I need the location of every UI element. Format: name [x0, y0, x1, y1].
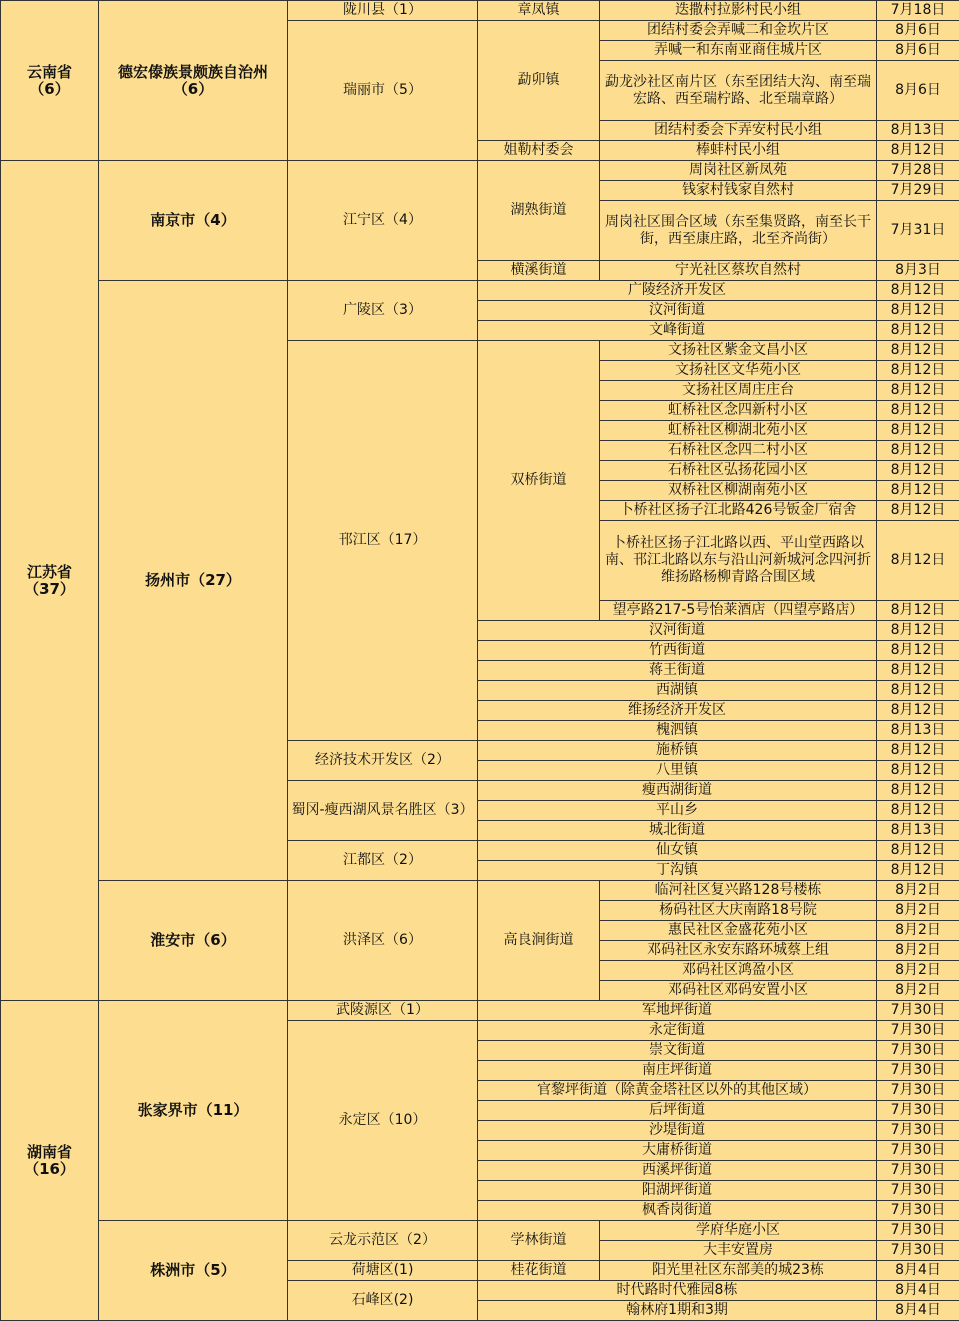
table-cell: 临河社区复兴路128号楼栋	[600, 881, 877, 901]
table-cell: 勐龙沙社区南片区（东至团结大沟、南至瑞宏路、西至瑞柠路、北至瑞章路）	[600, 61, 877, 121]
table-cell: 后坪街道	[478, 1101, 877, 1121]
table-cell: 周岗社区新凤苑	[600, 161, 877, 181]
table-cell: 学林街道	[478, 1221, 600, 1261]
table-cell: 7月28日	[877, 161, 959, 181]
table-cell: 时代路时代雅园8栋	[478, 1281, 877, 1301]
table-cell: 邓码社区邓码安置小区	[600, 981, 877, 1001]
table-cell: 江苏省 （37）	[1, 161, 99, 1001]
table-cell: 杨码社区大庆南路18号院	[600, 901, 877, 921]
table-cell: 南庄坪街道	[478, 1061, 877, 1081]
table-cell: 8月4日	[877, 1301, 959, 1321]
table-cell: 文扬社区周庄庄台	[600, 381, 877, 401]
table-cell: 勐卯镇	[478, 21, 600, 141]
table-cell: 8月12日	[877, 701, 959, 721]
table-cell: 8月4日	[877, 1281, 959, 1301]
table-cell: 团结村委会弄喊二和金坎片区	[600, 21, 877, 41]
table-cell: 7月30日	[877, 1101, 959, 1121]
table-cell: 荷塘区(1)	[288, 1261, 478, 1281]
table-cell: 8月6日	[877, 61, 959, 121]
table-row	[1, 161, 959, 181]
table-cell: 官黎坪街道（除黄金塔社区以外的其他区域）	[478, 1081, 877, 1101]
table-cell: 8月12日	[877, 801, 959, 821]
table-row	[1, 281, 959, 301]
table-cell: 7月30日	[877, 1041, 959, 1061]
table-cell: 丁沟镇	[478, 861, 877, 881]
table-cell: 8月12日	[877, 381, 959, 401]
table-cell: 8月12日	[877, 641, 959, 661]
table-cell: 7月29日	[877, 181, 959, 201]
table-cell: 德宏傣族景颇族自治州 （6）	[99, 1, 288, 161]
table-cell: 8月12日	[877, 501, 959, 521]
table-cell: 8月12日	[877, 141, 959, 161]
table-cell: 平山乡	[478, 801, 877, 821]
table-cell: 8月12日	[877, 361, 959, 381]
table-cell: 8月12日	[877, 301, 959, 321]
table-cell: 7月30日	[877, 1221, 959, 1241]
table-cell: 石桥社区念四二村小区	[600, 441, 877, 461]
table-cell: 永定街道	[478, 1021, 877, 1041]
table-cell: 武陵源区（1）	[288, 1001, 478, 1021]
table-row	[1, 881, 959, 901]
table-cell: 广陵区（3）	[288, 281, 478, 341]
table-cell: 8月12日	[877, 421, 959, 441]
table-cell: 7月30日	[877, 1061, 959, 1081]
table-cell: 8月6日	[877, 41, 959, 61]
table-cell: 永定区（10）	[288, 1021, 478, 1221]
table-cell: 钱家村钱家自然村	[600, 181, 877, 201]
table-cell: 7月30日	[877, 1121, 959, 1141]
table-cell: 翰林府1期和3期	[478, 1301, 877, 1321]
table-cell: 瘦西湖街道	[478, 781, 877, 801]
table-cell: 横溪街道	[478, 261, 600, 281]
table-cell: 洪泽区（6）	[288, 881, 478, 1001]
table-cell: 卜桥社区扬子江北路以西、平山堂西路以南、邗江北路以东与沿山河新城河念四河折维扬路杨柳青路合围区域	[600, 521, 877, 601]
table-cell: 张家界市（11）	[99, 1001, 288, 1221]
table-cell: 迭撒村拉影村民小组	[600, 1, 877, 21]
table-cell: 8月2日	[877, 961, 959, 981]
table-cell: 8月12日	[877, 841, 959, 861]
table-cell: 城北街道	[478, 821, 877, 841]
table-cell: 8月4日	[877, 1261, 959, 1281]
table-cell: 邓码社区永安东路环城蔡上组	[600, 941, 877, 961]
table-cell: 棒蚌村民小组	[600, 141, 877, 161]
table-cell: 枫香岗街道	[478, 1201, 877, 1221]
table-cell: 8月12日	[877, 341, 959, 361]
table-cell: 8月12日	[877, 601, 959, 621]
table-cell: 维扬经济开发区	[478, 701, 877, 721]
table-cell: 双桥社区柳湖南苑小区	[600, 481, 877, 501]
table-cell: 虹桥社区念四新村小区	[600, 401, 877, 421]
table-cell: 8月3日	[877, 261, 959, 281]
table-cell: 8月2日	[877, 881, 959, 901]
table-cell: 云龙示范区（2）	[288, 1221, 478, 1261]
table-cell: 石峰区(2)	[288, 1281, 478, 1321]
table-cell: 瑞丽市（5）	[288, 21, 478, 161]
table-cell: 卜桥社区扬子江北路426号钣金厂宿舍	[600, 501, 877, 521]
table-cell: 章凤镇	[478, 1, 600, 21]
table-cell: 西湖镇	[478, 681, 877, 701]
table-cell: 槐泗镇	[478, 721, 877, 741]
table-cell: 邗江区（17）	[288, 341, 478, 741]
table-cell: 8月12日	[877, 761, 959, 781]
table-cell: 大丰安置房	[600, 1241, 877, 1261]
table-cell: 8月6日	[877, 21, 959, 41]
table-cell: 8月12日	[877, 661, 959, 681]
table-cell: 虹桥社区柳湖北苑小区	[600, 421, 877, 441]
table-row	[1, 1221, 959, 1241]
table-cell: 仙女镇	[478, 841, 877, 861]
table-cell: 8月2日	[877, 981, 959, 1001]
table-cell: 8月12日	[877, 441, 959, 461]
table-body	[1, 1, 959, 1321]
table-cell: 8月2日	[877, 901, 959, 921]
table-cell: 竹西街道	[478, 641, 877, 661]
table-cell: 7月30日	[877, 1021, 959, 1041]
table-cell: 8月2日	[877, 941, 959, 961]
table-cell: 7月30日	[877, 1201, 959, 1221]
table-cell: 汶河街道	[478, 301, 877, 321]
table-cell: 文峰街道	[478, 321, 877, 341]
table-cell: 周岗社区围合区域（东至集贤路，南至长干街，西至康庄路，北至齐尚街）	[600, 201, 877, 261]
table-cell: 望亭路217-5号怡莱酒店（四望亭路店）	[600, 601, 877, 621]
table-cell: 8月12日	[877, 861, 959, 881]
table-cell: 惠民社区金盛花苑小区	[600, 921, 877, 941]
table-cell: 扬州市（27）	[99, 281, 288, 881]
table-cell: 军地坪街道	[478, 1001, 877, 1021]
table-cell: 8月12日	[877, 741, 959, 761]
table-cell: 蜀冈-瘦西湖风景名胜区（3）	[288, 781, 478, 841]
table-cell: 邓码社区鸿盈小区	[600, 961, 877, 981]
table-cell: 文扬社区紫金文昌小区	[600, 341, 877, 361]
table-cell: 西溪坪街道	[478, 1161, 877, 1181]
table-cell: 湖南省 （16）	[1, 1001, 99, 1321]
table-cell: 石桥社区弘扬花园小区	[600, 461, 877, 481]
table-cell: 湖熟街道	[478, 161, 600, 261]
table-cell: 7月30日	[877, 1001, 959, 1021]
table-cell: 大庸桥街道	[478, 1141, 877, 1161]
table-cell: 8月12日	[877, 281, 959, 301]
table-cell: 云南省 （6）	[1, 1, 99, 161]
table-cell: 高良涧街道	[478, 881, 600, 1001]
table-cell: 8月12日	[877, 481, 959, 501]
table-cell: 7月31日	[877, 201, 959, 261]
table-cell: 8月13日	[877, 821, 959, 841]
table-cell: 宁光社区蔡坎自然村	[600, 261, 877, 281]
table-cell: 7月30日	[877, 1141, 959, 1161]
table-cell: 江都区（2）	[288, 841, 478, 881]
table-cell: 8月12日	[877, 321, 959, 341]
table-cell: 沙堤街道	[478, 1121, 877, 1141]
table-row	[1, 1, 959, 21]
table-cell: 汉河街道	[478, 621, 877, 641]
table-cell: 蒋王街道	[478, 661, 877, 681]
table-cell: 8月2日	[877, 921, 959, 941]
table-cell: 8月12日	[877, 401, 959, 421]
table-cell: 8月12日	[877, 781, 959, 801]
table-cell: 经济技术开发区（2）	[288, 741, 478, 781]
table-cell: 弄喊一和东南亚商住城片区	[600, 41, 877, 61]
table-cell: 阳湖坪街道	[478, 1181, 877, 1201]
table-cell: 8月13日	[877, 721, 959, 741]
table-cell: 阳光里社区东部美的城23栋	[600, 1261, 877, 1281]
table-cell: 学府华庭小区	[600, 1221, 877, 1241]
table-cell: 8月12日	[877, 681, 959, 701]
table-cell: 姐勒村委会	[478, 141, 600, 161]
table-cell: 8月12日	[877, 461, 959, 481]
table-cell: 八里镇	[478, 761, 877, 781]
table-cell: 7月30日	[877, 1081, 959, 1101]
table-cell: 团结村委会下弄安村民小组	[600, 121, 877, 141]
table-cell: 8月12日	[877, 521, 959, 601]
table-cell: 南京市（4）	[99, 161, 288, 281]
table-cell: 7月30日	[877, 1241, 959, 1261]
table-cell: 广陵经济开发区	[478, 281, 877, 301]
table-cell: 江宁区（4）	[288, 161, 478, 281]
table-cell: 双桥街道	[478, 341, 600, 621]
table-cell: 株洲市（5）	[99, 1221, 288, 1321]
table-cell: 7月30日	[877, 1181, 959, 1201]
table-cell: 文扬社区文华苑小区	[600, 361, 877, 381]
table-cell: 陇川县（1）	[288, 1, 478, 21]
table-cell: 崇文街道	[478, 1041, 877, 1061]
table-cell: 8月13日	[877, 121, 959, 141]
table-row	[1, 1001, 959, 1021]
table-cell: 8月12日	[877, 621, 959, 641]
table-cell: 7月30日	[877, 1161, 959, 1181]
table-cell: 7月18日	[877, 1, 959, 21]
table-cell: 桂花街道	[478, 1261, 600, 1281]
table-cell: 施桥镇	[478, 741, 877, 761]
table-cell: 淮安市（6）	[99, 881, 288, 1001]
